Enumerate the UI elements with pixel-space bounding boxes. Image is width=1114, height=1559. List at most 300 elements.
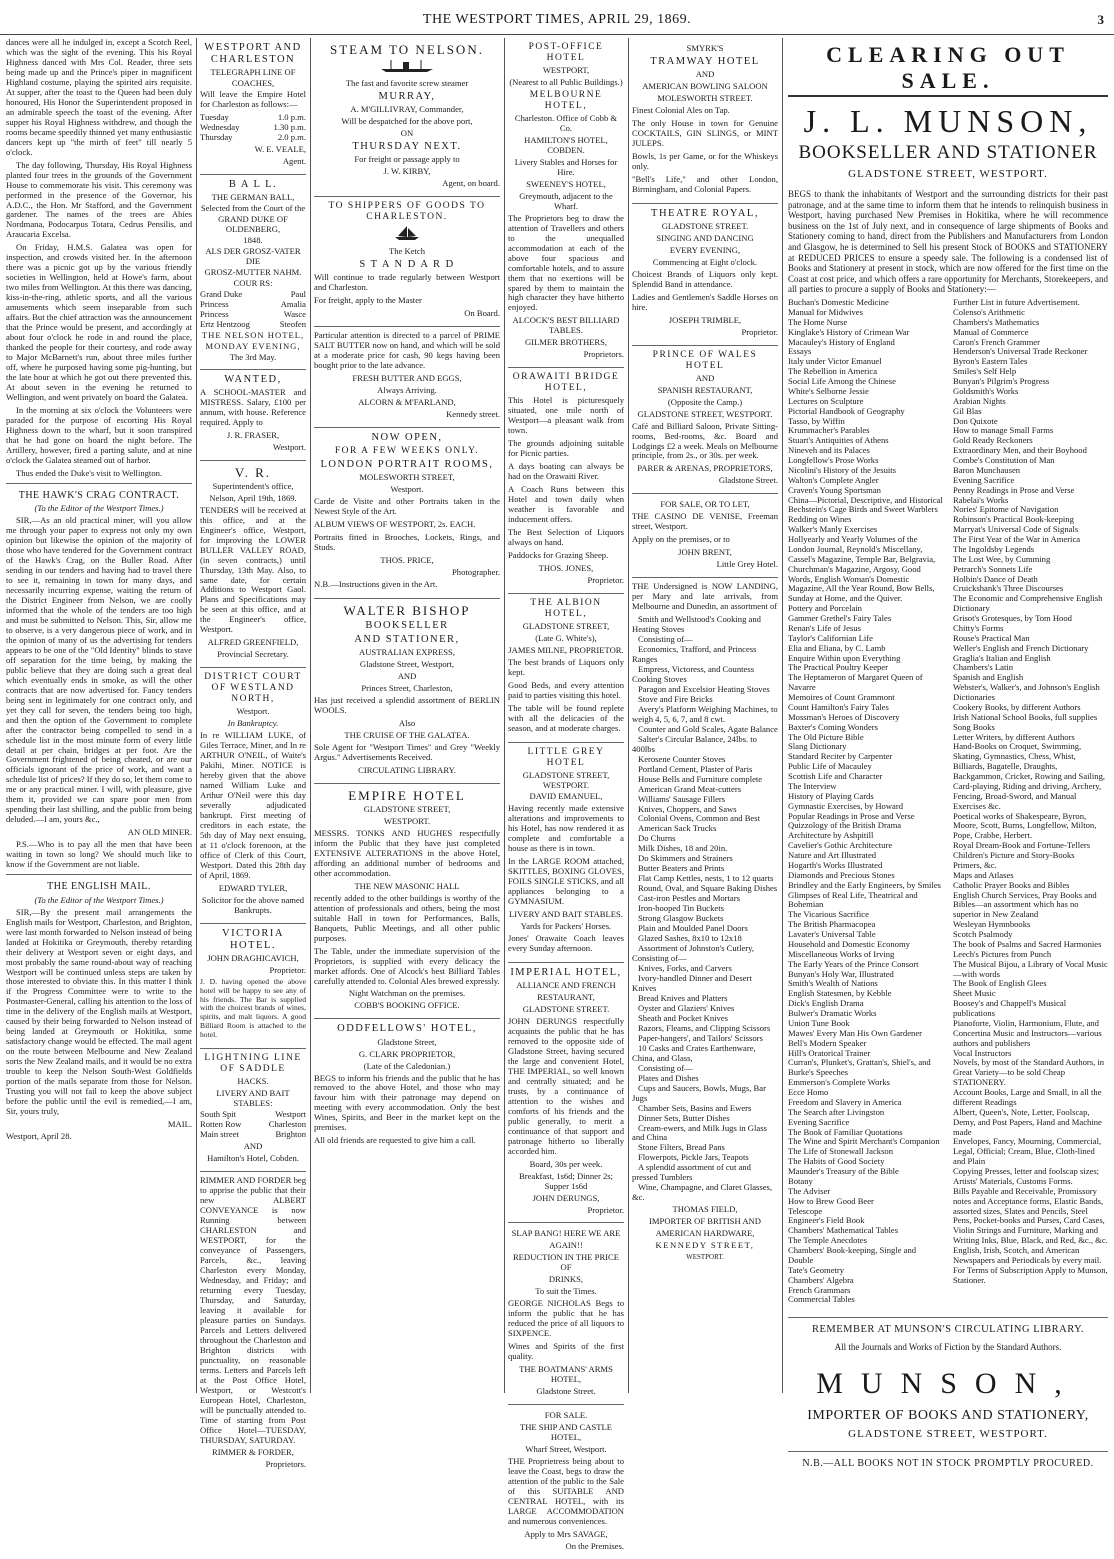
list-item: Baron Munchausen [953,464,1021,475]
ad-signature: Apply to Mrs SAVAGE, [524,1528,608,1539]
news-paragraph: In the morning at six o'clock the Volunteers were paraded for the purpose of escorting His Royal Highness down to the wharf, but it soon transpired that he had gone on board the night before. The Artillery, however, fired a parting salute, and at nine o'clock the Galatea steamed out of harbor. [6,404,192,465]
list-item: Vocal Instructors [953,1047,1012,1058]
ad-body: The fast and favorite screw steamer [345,77,469,88]
list-item: Byron's Eastern Tales [953,356,1028,367]
ad-signature: Solicitor for the above named Bankrupts. [201,894,305,915]
list-item: Account Books, Large and Small, in all the different Readings [953,1087,1102,1107]
list-item: Bulwer's Dramatic Works [788,1008,877,1019]
list-item: Cream-ewers, and Milk Jugs in Glass and China [632,1122,767,1143]
ad-body: JOHN DERUNGS respectfully acquaints the public that he has removed to the opposite side of Gladstone Street, having secured the large and convenient Hotel, THE IMPERIAL, so well known and centrally situated; and he trusts, by a continuance of attention to the wishes and comforts of his friends and the public generally, to merit a continuance of that support and patronage hitherto so liberally accorded him. [508,1016,624,1156]
ad-heading: LONDON PORTRAIT ROOMS, [320,459,494,470]
list-item: Oyster and Glaziers' Knives [638,1002,735,1013]
ad-body: recently added to the other buildings is worthy of the attention of professionals and others, being the most suitable Hall in town for Performances, Balls, Banquets, Public Meetings, and all other public purposes. [314,892,500,943]
list-item: Kinglake's History of Crimean War [788,326,910,337]
list-item: Wine, Champagne, and Claret Glasses, &c. [632,1182,773,1203]
list-item: The British Pharmacopea [788,919,876,930]
list-item: Chitty's Forms [953,622,1004,633]
list-item: English Statesmen, by Kebble [788,988,892,999]
list-item: Primers, &c. [953,859,997,870]
dance-row: Princess Wasce [200,308,306,319]
list-item: Albert, Queen's, Note, Letter, Foolscap, Demy, and Post Papers, Hand and Machine made [953,1106,1102,1137]
library-notice: REMEMBER AT MUNSON'S CIRCULATING LIBRARY. [788,1317,1108,1336]
ad-signature: IMPORTER OF BRITISH AND [649,1216,761,1227]
list-item: Pictorial Handbook of Geography [788,405,905,416]
list-item: Dinner Sets, Butter Dishes [638,1112,730,1123]
munson-nb: N.B.—ALL BOOKS NOT IN STOCK PROMPTLY PROCURED. [788,1451,1108,1470]
ad-subheading: Proprietor. [269,965,306,975]
ad-body: Portraits fitted in Brooches, Lockets, Rings, and Studs. [314,532,500,552]
ship-castle-sale-advertisement [508,1405,624,1559]
list-item: Baxter's Coming Wonders [788,721,878,732]
ad-heading: STEAM TO NELSON. [330,42,484,57]
column-rule [196,38,197,1393]
list-item: The Musical Bijou, a Library of Vocal Music—with words [953,958,1108,979]
ad-subheading: COUR RS: [233,277,273,288]
list-item: Chambers's Latin [953,662,1014,673]
ad-body: For freight or passage apply to [354,154,460,165]
list-item: History of Playing Cards [788,790,874,801]
list-item: The Wine and Spirit Merchant's Companion [788,1136,940,1147]
timetable-row: Thursday 2.0 p.m. [200,132,306,143]
munson-advertisement [788,38,1108,1469]
list-item: Gold Ready Reckoners [953,435,1033,446]
list-item: The Vicarious Sacrifice [788,909,869,920]
list-item: White's Selborne Jessie [788,385,869,396]
list-item: Empress, Victoress, and Countess Cooking Stoves [632,663,755,684]
list-item: Pianoforte, Violin, Harmonium, Flute, and Concertina Music and Instructors—various authors and publishers [953,1017,1102,1048]
ad-body: N.B.—Instructions given in the Art. [314,578,438,589]
list-item: Boosey's and Chappell's Musical publications [953,998,1067,1019]
ad-body: In re WILLIAM LUKE, of Giles Terrace, Miner, and In re ARTHUR O'NEIL, of Waite's Pakihi, Miner. NOTICE is hereby given that the above named William Luke and Arthur O'Neil were this day severally adjudicated bankrupt. First meeting of creditors in each estate, the 5th day of May next ensuing, at 11 o'clock forenoon, at the office of Clerk of this Court, Westport. Dated this 28th day of April, 1869. [200,730,306,880]
list-item: Cast-iron Pestles and Mortars [638,893,740,904]
list-item: Chamber Sets, Basins and Ewers [638,1102,752,1113]
empire-hotel-advertisement [314,784,500,1019]
list-item: Kerosene Counter Stoves [638,753,726,764]
list-item: Essays [788,346,812,357]
ad-subheading: The Ketch [388,246,426,257]
list-item: Glazed Sashes, 8x10 to 12x18 [638,933,742,944]
list-item: Sheet Music [953,988,996,999]
ad-signature: Little Grey Hotel. [716,559,778,570]
column-rule [782,38,783,1393]
column-rule [310,38,311,1393]
ad-heading: IMPERIAL HOTEL, [510,967,622,978]
ad-subheading: THE BOATMANS' ARMS HOTEL, [519,1364,613,1385]
ad-subheading: (Late G. White's), [535,632,597,643]
ad-body: The grounds adjoining suitable for Picnic parties. [508,438,624,459]
page-number: 3 [1097,12,1104,27]
list-item: Paragon and Excelsior Heating Stoves [638,683,770,694]
list-item: A splendid assortment of cut and pressed Tumblers [632,1162,751,1183]
ad-heading: EMPIRE HOTEL [348,787,466,803]
oddfellows-hotel-advertisement [314,1019,500,1154]
ad-subheading: To suit the Times. [535,1286,597,1297]
list-item: Extraordinary Men, and their Boyhood [953,445,1087,456]
list-item: Hollyearly and Yearly Volumes of the London Journal, Reynold's Miscellany, Cassel's Magazine, Temple Bar, Belgravia, Churchman's Magazine, Argosy, Good Words, English Woman's Domestic Magazine, All the Year Round, Bow Bells, Sunday at Home, and the Quiver. [788,534,936,604]
ad-subheading: The 3rd May. [229,351,277,362]
list-item: Hand-Books on Croquet, Swimming, Skating, Gymnastics, Chess, Whist, Billiards, Bagatelle, Draughts, Backgammon, Cricket, Rowing and Sailing, Card-playing, Riding and driving, Archery, Fencing, Broad-Sword, and Manual Exercises &c. [953,741,1106,811]
column-rule [628,38,629,1393]
ad-subheading: MOLESWORTH STREET. [657,93,753,104]
ad-signature: Proprietor. [587,1204,624,1215]
ad-subheading: MOLESWORTH STREET, [359,472,455,483]
post-office-hotel-advertisement [508,38,624,368]
list-item: Novels, by most of the Standard Authors, in Great Variety—to be sold Cheap [953,1057,1105,1078]
ad-signature: On the Premises. [565,1540,624,1551]
ad-subheading: GLADSTONE STREET, [363,804,451,815]
ad-subheading: DAVID EMANUEL, [529,791,603,802]
ad-signature: RIMMER & FORDER, [212,1447,294,1458]
ad-subheading: FOR A FEW WEEKS ONLY. [334,445,480,456]
ad-signature: Proprietors. [583,349,624,360]
list-item: The Old Picture Bible [788,731,864,742]
ad-subheading: WESTPORT, [542,65,590,76]
list-item: Slang Dictionary [788,741,847,752]
list-item: Dick's English Drama [788,998,864,1009]
list-item: Brindley and the Early Engineers, by Smiles [788,879,941,890]
list-item: Grisot's Grotesques, by Tom Hood [953,613,1072,624]
clearing-sale-heading: CLEARING OUT SALE. [826,42,1070,93]
list-item: English, Irish, Scotch, and American Newspapers and Periodicals by every mail. For Terms of Subscription Apply to Munson, Stationer. [953,1245,1108,1285]
ad-body: This Hotel is picturesquely situated, one mile north of Westport—a pleasant walk from town. [508,395,624,436]
ad-subheading: THE GERMAN BALL, [211,192,295,203]
list-item: Nories' Epitome of Navigation [953,504,1059,515]
munson-address: GLADSTONE STREET, WESTPORT. [848,1427,1048,1440]
ad-subheading: (Opposite the Camp.) [667,396,743,407]
list-item: Envelopes, Fancy, Mourning, Commercial, Legal, Official; Cream, Blue, Cloth-lined and Plain [953,1136,1102,1167]
list-item: Salter's Circular Balance, 24lbs. to 400lbs [632,733,757,754]
ad-subheading: AND [695,69,715,80]
list-item: Manual of Commerce [953,326,1029,337]
letter-signature: AN OLD MINER. [127,827,192,838]
ad-body: For freight, apply to the Master [314,295,422,306]
column-ads-4 [632,38,778,1393]
list-item: How to Brew Good Beer [788,1195,874,1206]
ad-body: Ladies and Gentlemen's Saddle Horses on hire. [632,291,778,312]
list-item: Consisting of— [638,1062,693,1073]
list-item: Buchan's Domestic Medicine [788,297,889,308]
list-item: Diamonds and Precious Stones [788,869,895,880]
ad-body: The only House in town for Genuine COCKTAILS, GIN SLINGS, or MINT JULEPS. [632,118,778,148]
ad-body: Night Watchman on the premises. [348,988,466,999]
wanted-advertisement [200,370,306,461]
list-item: The Book of Familiar Quotations [788,1126,903,1137]
list-item: Spanish and English [953,672,1024,683]
list-item: Graglia's Italian and English [953,652,1051,663]
ad-body: AND [397,671,417,682]
list-item: English Church Services, Pray Books and Bibles—an assortment which has no superior in New Zealand [953,889,1097,920]
ad-signature: THOMAS FIELD, [672,1204,738,1215]
ad-subheading: Gladstone Street. [536,1386,596,1397]
list-item: 10 Casks and Crates Earthenware, China, and Glass, [632,1042,756,1063]
ad-body: Will be despatched for the above port, [341,116,473,127]
list-item: Redding on Wines [788,514,852,525]
ad-subheading: COBB'S BOOKING OFFICE. [354,1000,460,1011]
list-item: The book of Psalms and Sacred Harmonies [953,938,1102,949]
timetable-row: Tuesday 1.0 p.m. [200,112,306,123]
ad-signature: Proprietor. [741,326,778,337]
ad-body: Café and Billiard Saloon, Private Sitting-rooms, Bed-rooms, &c. Board and Lodgings £2 a week. Meals on Melbourne principle, from 2s., or 30s. per week. [632,420,778,461]
ad-signature: Kennedy street. [446,408,500,419]
list-item: Smith's Wealth of Nations [788,978,878,989]
ad-subheading: In Bankruptcy. [227,718,279,729]
ad-body: THE CASINO DE VENISE, Freeman street, Westport. [632,511,778,532]
ad-signature: Westport. [273,441,306,452]
ad-body: The Proprietors beg to draw the attention of Travellers and others to the unequalled accommodation at each of the above four spacious and comfortable hotels, and to assure them that no exertions will be spared by them to maintain the high character they have hitherto enjoyed. [508,212,624,313]
list-item: Cavelier's Gothic Architecture [788,840,893,851]
list-item: The Early Years of the Prince Consort [788,958,919,969]
ad-signature: ALFRED GREENFIELD, [207,637,299,648]
ad-subheading: GLADSTONE STREET. [522,1004,610,1015]
list-item: Holbin's Dance of Death [953,573,1038,584]
ad-heading: LITTLE GREY HOTEL [527,746,605,768]
ad-subheading: AMERICAN BOWLING SALOON [642,81,768,92]
list-item: Children's Picture and Story-Books [953,850,1075,861]
list-item: STATIONERY. [953,1077,1006,1088]
list-item: Plates and Dishes [638,1072,699,1083]
list-item: The First Year of the War in America [953,534,1081,545]
news-paragraph: On Friday, H.M.S. Galatea was open for inspection, and crowds visited her. In the afternoon there was a picnic got up by the various friendly societies in Wellington, held at Howe's farm, about two miles from Wellington. At this there was dancing, kiss-in-the-ring, athletic sports, and all the various amusements which seem inseparable from such affairs. But the chief attraction was the announcement that the Prince would be present, and accordingly at about four o'clock he rode in and round the place, thanked the people for their courtesy, and rode away to Major McBarnett's run, about three miles further off, where he purposed having some pig-hunting, but the late hour at which he got out there prevented this. At about seven in the evening he returned to Wellington, and went privately on board the Galatea. [6,242,192,402]
ad-body: Jones' Orawaite Coach leaves every Sunday afternoon. [508,933,624,954]
list-item: Lavater's Universal Table [788,929,876,940]
ad-signature: Provincial Secretary. [217,649,289,660]
column-news [6,38,192,1393]
list-item: Poetical works of Shakespeare, Byron, Moore, Scott, Burns, Longfellow, Milton, Pope, Crabbe, Herbert. [953,810,1097,841]
list-item: Architecture by Ashpitill [788,830,874,841]
ad-subheading: TELEGRAPH LINE OF [210,67,296,78]
list-item: Royal Dream-Book and Fortune-Tellers [953,840,1091,851]
ad-body: Bowls, 1s per Game, or for the Whiskeys only. [632,150,778,171]
ad-subheading: LIVERY AND BAIT STABLES. [509,909,623,920]
list-item: The Book of English Glees [953,978,1047,989]
ad-body: In the LARGE ROOM attached, SKITTLES, BOXING GLOVES, FOILS SINGLE STICKS, and all appliances belonging to a GYMNASIUM. [508,856,624,907]
ad-subheading: GRAND DUKE OF OLDENBERG, [218,214,288,235]
list-item: Stuart's Antiquities of Athens [788,435,889,446]
timetable-row: Wednesday 1.30 p.m. [200,122,306,133]
list-item: American Grand Meat-cutters [638,783,742,794]
ad-subheading: BOOKSELLER [365,619,449,631]
ad-subheading: Gladstone Street, [377,1036,437,1047]
list-item: Evening Sacrifice [953,474,1015,485]
ad-heading: VICTORIA HOTEL. [222,927,284,951]
list-item: Colenso's Arithmetic [953,306,1025,317]
ad-heading: SLAP BANG! HERE WE ARE [511,1228,621,1239]
list-item: Chambers's Mathematics [953,316,1040,327]
ad-body: The table will be found replete with all the delicacies of the season, and at moderate charges. [508,702,624,733]
ad-body: Yards for Packers' Horses. [520,921,612,932]
ad-body: Particular attention is directed to a parcel of PRIME SALT BUTTER now on hand, and which will be sold at a moderate price for cash, 90 kegs having been bought prior to the late advance. [314,330,500,370]
ad-subheading: Selected from the Court of the [200,203,306,214]
list-item: Letter Writers, by different Authors [953,731,1075,742]
ad-body: A Coach Runs between this Hotel and town daily when weather is favorable and inducement offers. [508,484,624,524]
list-item: Craven's Young Sportsman [788,484,881,495]
list-item: Walker's Manly Exercises [788,524,878,535]
prince-of-wales-hotel-advertisement [632,346,778,495]
list-item: Smith and Wellstood's Cooking and Heating Stoves [632,614,761,635]
list-item: Freedom and Slavery in America [788,1096,902,1107]
ad-body: Good Beds, and every attention paid to parties visiting this hotel. [508,679,624,700]
ad-heading: NOW OPEN, [371,431,443,443]
letter-title: THE HAWK'S CRAG CONTRACT. [18,489,180,501]
list-item: Bechstein's Cage Birds and Sweet Warblers [788,504,938,515]
list-item: Taylor's Californian Life [788,632,873,643]
list-item: How to manage Small Farms [953,425,1054,436]
list-item: The Temple Anecdotes [788,1235,867,1246]
ad-body: Breakfast, 1s6d; Dinner 2s; Supper 1s6d [518,1170,614,1191]
ad-subheading: ON [400,128,414,139]
stable-row: Rotten Row Charleston [200,1119,306,1130]
ad-heading: PRINCE OF WALES HOTEL [652,349,758,371]
ad-subheading: 1848. [243,235,263,246]
ad-signature: J. W. KIRBY, [383,166,431,177]
imperial-hotel-advertisement [508,963,624,1223]
list-item: Ivory-handled Dinner and Desert Knives [632,972,752,993]
list-item: Do Skimmers and Strainers [638,853,733,864]
list-item: Wesleyan Hymnbooks [953,919,1031,930]
list-item: The Life of Stonewall Jackson [788,1146,894,1157]
list-item: Counter and Gold Scales, Agate Balance [638,723,778,734]
bookseller-bishop-advertisement [314,599,500,784]
munson-intro: BEGS to thank the inhabitants of Westport and the surrounding districts for their past patronage, and at the same time to inform them that he intends to relinquish business in Westport, having purchased New Premises in Hokitika, where he will recommence business on the 1st of July next, and in consequence of large shipments of Books and Stationery coming to hand, direct from the Publishers and Manufacturers from London and Glasgow, he is determined to Sell his present Stock of BOOKS and STATIONERY at REDUCED PRICES to ensure a speedy sale. The following is a condensed list of Books and Stationery at present in stock, which are now offered for the first time on the Coast at cost price, and which offers a rare opportunity for Merchants, Storekeepers, and all parties to procure a supply of Books and Stationery:— [788,188,1108,295]
ad-signature: GILMER BROTHERS, [524,337,608,348]
list-item: Gymnastic Exercises, by Howard [788,800,904,811]
list-item: Colonial Ovens, Common and Best [638,813,760,824]
list-item: Catholic Prayer Books and Bibles [953,879,1070,890]
ad-body: Will leave the Empire Hotel for Charleston as follows:— [200,89,306,110]
list-item: Gammer Grethel's Fairy Tales [788,613,892,624]
list-item: Walton's Complete Angler [788,474,879,485]
list-item: Chambers' Algebra [788,1274,854,1285]
ad-subheading: JOHN DRAGHICAVICH, [207,953,299,964]
munson-trade: BOOKSELLER AND STATIONER [798,142,1098,164]
list-item: Webster's, Walker's, and Johnson's English Dictionaries [953,682,1100,703]
list-item: Round, Oval, and Square Baking Dishes [638,883,778,894]
steamship-icon [314,59,500,77]
list-item: Pottery and Porcelain [788,603,862,614]
list-item: Leech's Pictures from Punch [953,948,1052,959]
list-item: Italy under Victor Emanuel [788,356,882,367]
letter-signature: MAIL. [167,1119,192,1130]
ad-body: "Bell's Life," and other London, Birmingham, and Colonial Papers. [632,173,778,194]
ad-heading: ODDFELLOWS' HOTEL, [337,1023,477,1035]
column-ads-2 [314,38,500,1393]
steamer-advertisement [314,38,500,197]
ad-heading: WANTED, [224,373,282,385]
list-item: Manual for Midwives [788,306,863,317]
list-item: Rabelai's Works [953,494,1009,505]
list-item: Telescope [788,1205,823,1216]
list-item: Count Hamilton's Fairy Tales [788,701,889,712]
ad-subheading: (Late of the Caledonian.) [363,1060,451,1071]
list-item: Razors, Fleams, and Clipping Scissors [638,1022,771,1033]
ad-subheading: THE NEW MASONIC HALL [354,880,460,891]
ad-heading: TO SHIPPERS OF GOODS TO CHARLESTON. [328,201,486,223]
munson-address: GLADSTONE STREET, WESTPORT. [848,168,1048,181]
ad-body: Having recently made extensive alterations and improvements to his Hotel, has now rendered it as complete and comfortable a house as there is in town. [508,803,624,854]
list-item: Longfellow's Prose Works [788,455,879,466]
list-item: Tate's Geometry [788,1264,845,1275]
ad-signature: EDWARD TYLER, [218,882,288,893]
list-item: Lectures on Sculpture [788,395,864,406]
list-item: Further List in future Advertisement. [953,297,1080,308]
hardware-item-list [632,615,778,1203]
list-item: The Habits of Good Society [788,1156,885,1167]
list-item: Goldsmith's Works [953,385,1019,396]
ad-subheading: THE SHIP AND CASTLE HOTEL, [519,1421,613,1442]
ad-subheading: GLADSTONE STREET, WESTPORT. [522,769,610,790]
list-item: Combe's Constitution of Man [953,455,1055,466]
list-item: Glimpses of Real Life, Theatrical and Bohemian [788,889,918,910]
list-item: Popular Readings in Prose and Verse [788,810,915,821]
ad-signature: J. R. FRASER, [226,429,280,440]
ad-signature: JOSEPH TRIMBLE, [668,314,742,325]
list-item: Miscellaneous Works of Irving [788,948,895,959]
list-item: Sheath and Pocket Knives [638,1012,728,1023]
list-item: Rouse's Practical Man [953,632,1030,643]
list-item: Bills Payable and Receivable, Promissory notes and Acceptance forms, Elastic Bands, assorted sizes, Slates and Pencils, Steel Pens, Pocket-books and Purses, Card Cases, Violin Strings and Furniture, Marking and Writing Inks, Blue, Black, and Red, &c., &c. [953,1185,1108,1246]
ad-heading: WALTER BISHOP [343,602,471,618]
ad-body: GEORGE NICHOLAS Begs to inform the public that he has reduced the price of all liquors to SIXPENCE. [508,1298,624,1339]
list-item: Bell's Modern Speaker [788,1037,867,1048]
book-list-left [788,298,943,1305]
list-item: Ecce Homo [788,1087,829,1098]
ad-subheading: JAMES MILNE, PROPRIETOR. [508,644,624,655]
list-item: Caron's French Grammer [953,336,1040,347]
ad-heading: B A L L. [228,179,278,191]
news-paragraph: The day following, Thursday, His Royal Highness planted four trees in the grounds of the Government House to commemorate his visit. This ceremony was performed in the presence of the Governor, his A.D.C., the Hon. Mr Stafford, and the Government gardener. The names of the trees are Abies Nordmana, Podocarpus Totara, Cedrus Pensilis, and Araucaria Excelsa. [6,159,192,240]
ad-signature: Photographer. [452,566,500,577]
list-item: Scotch Psalmody [953,929,1013,940]
list-item: Henderson's Universal Trade Reckoner [953,346,1088,357]
letter-title: THE ENGLISH MAIL. [47,881,151,893]
book-list [788,298,1108,1305]
ad-subheading: Nelson, April 19th, 1869. [209,492,297,503]
ad-subheading: CIRCULATING LIBRARY. [358,764,456,775]
list-item: Stone Filters, Bread Pans [638,1142,725,1153]
ad-subheading: G. CLARK PROPRIETOR, [358,1048,456,1059]
shippers-advertisement [314,197,500,327]
tenders-advertisement [200,461,306,669]
ad-subheading: ALLIANCE AND FRENCH [516,980,616,991]
list-item: The Interview [788,780,837,791]
ad-subheading: AND STATIONER, [354,634,460,646]
list-item: Paper-hangers', and Tailors' Scissors [638,1032,763,1043]
ad-subheading: SMYRK'S [686,43,724,53]
ad-body: ALBUM VIEWS OF WESTPORT, 2s. EACH. [314,519,476,530]
list-item: Nature and Art Illustrated [788,850,877,861]
ad-signature: Agent, on board. [442,178,500,189]
list-item: The Ingoldsby Legends [953,543,1035,554]
list-item: Smiles's Self Help [953,366,1017,377]
list-item: Knives, Choppers, and Saws [638,803,737,814]
ad-subheading: Westport. [390,484,424,495]
ad-subheading: GLADSTONE STREET, [522,620,610,631]
list-item: Cruickshank's Three Discourses [953,583,1064,594]
ad-signature: On Board. [464,308,500,319]
butter-advertisement [314,327,500,428]
list-item: The Adviser [788,1185,831,1196]
orawaiti-hotel-advertisement [508,368,624,594]
letter-salutation: (To the Editor of the Westport Times.) [34,894,164,905]
letter-body: SIR,—By the present mail arrangements the English mails for Westport, Charleston, and Brighton, were last month forwarded to Nelson instead of being landed at Hokitika or Greymouth, thereby retarding their delivery at Westport seven or eight days, and most probably the same round-about way of reaching Westport will be continued unless steps are taken by those interested to obviate this. In this matter I think if the Progress Committee were to write to the Postmaster-General, calling his attention to the loss of time in the delivery of the English mails at Westport, caused by their being forwarded to Nelson instead of being landed at Greymouth or Hokitika, some satisfactory change would be effected. The mail agent on the route between Melbourne and New Zealand sorts the New Zealand mails, and it would be no extra trouble to keep the Nelson South-West Goldfields portion of the mails separate from those for Nelson. Trusting you will not fail to keep the above subject before the public until the evil is remedied,—I am, Sir, yours truly, [6,906,192,1117]
list-item: Emmerson's Complete Works [788,1077,890,1088]
ad-heading: WESTPORT AND CHARLESTON [204,42,302,66]
munson-name: J. L. MUNSON, [803,103,1093,140]
ad-body: RIMMER AND FORDER beg to apprise the public that their new ALBERT CONVEYANCE is now Running between CHARLESTON and WESTPORT, for the conveyance of Passengers, Parcels, &c., leaving Charleston every Monday, Wednesday, and Friday; and returning every Tuesday, Thursday, and Saturday, leaving it available for pleasure parties on Sundays. Parcels and Letters delivered throughout the Charleston and Brighton districts with punctuality, on reasonable terms. Letters and Parcels left at the Post Office Hotel, Westport, or Westcott's European Hotel, Charleston, will be punctually attended to. Time of starting from Post Office Hotel—TUESDAY, THURSDAY, SATURDAY. [200,1175,306,1445]
tramway-hotel-advertisement [632,38,778,204]
ad-subheading: REDUCTION IN THE PRICE OF [512,1252,620,1273]
portrait-rooms-advertisement [314,428,500,599]
